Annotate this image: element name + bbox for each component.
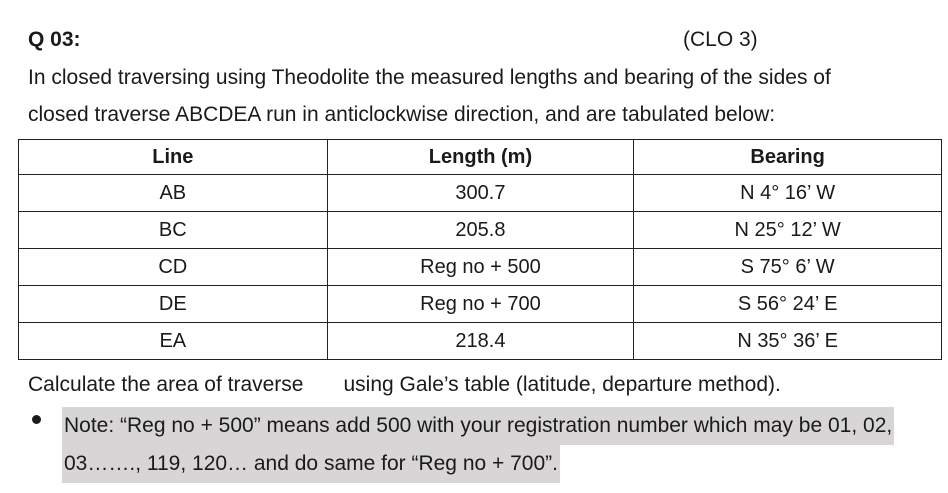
note-line-1: Note: “Reg no + 500” means add 500 with your registration number which may be 01, 02, (62, 407, 894, 445)
cell-line: EA (19, 323, 328, 360)
calculate-part-1: Calculate the area of traverse (28, 373, 304, 396)
calculate-part-2: using Gale’s table (latitude, departure method). (343, 373, 781, 396)
table-header-row (19, 140, 942, 175)
cell-length: Reg no + 500 (327, 249, 634, 286)
cell-line: CD (19, 249, 328, 286)
table-row (19, 212, 942, 249)
intro-line-2: closed traverse ABCDEA run in anticlockwise direction, and are tabulated below: (28, 103, 776, 126)
question-number: Q 03: (28, 28, 81, 51)
bullet-icon (32, 415, 41, 424)
cell-bearing: S 56° 24’ E (634, 286, 942, 323)
cell-length: 218.4 (327, 323, 634, 360)
header-length: Length (m) (327, 140, 634, 175)
table-row (19, 175, 942, 212)
calculate-instruction (28, 373, 781, 397)
question-header (28, 28, 758, 56)
traverse-table (18, 139, 942, 360)
cell-bearing: N 35° 36’ E (634, 323, 942, 360)
cell-bearing: N 4° 16’ W (634, 175, 942, 212)
note-line-2: 03……., 119, 120… and do same for “Reg no + 700”. (62, 445, 560, 483)
cell-line: BC (19, 212, 328, 249)
intro-line-1: In closed traversing using Theodolite the measured lengths and bearing of the sides of (28, 66, 831, 89)
cell-bearing: S 75° 6’ W (634, 249, 942, 286)
table-row (19, 249, 942, 286)
cell-length: 205.8 (327, 212, 634, 249)
header-line: Line (19, 140, 328, 175)
cell-line: DE (19, 286, 328, 323)
table-row (19, 323, 942, 360)
cell-line: AB (19, 175, 328, 212)
cell-length: Reg no + 700 (327, 286, 634, 323)
clo-label: (CLO 3) (683, 28, 758, 51)
table-row (19, 286, 942, 323)
cell-bearing: N 25° 12’ W (634, 212, 942, 249)
header-bearing: Bearing (634, 140, 942, 175)
cell-length: 300.7 (327, 175, 634, 212)
